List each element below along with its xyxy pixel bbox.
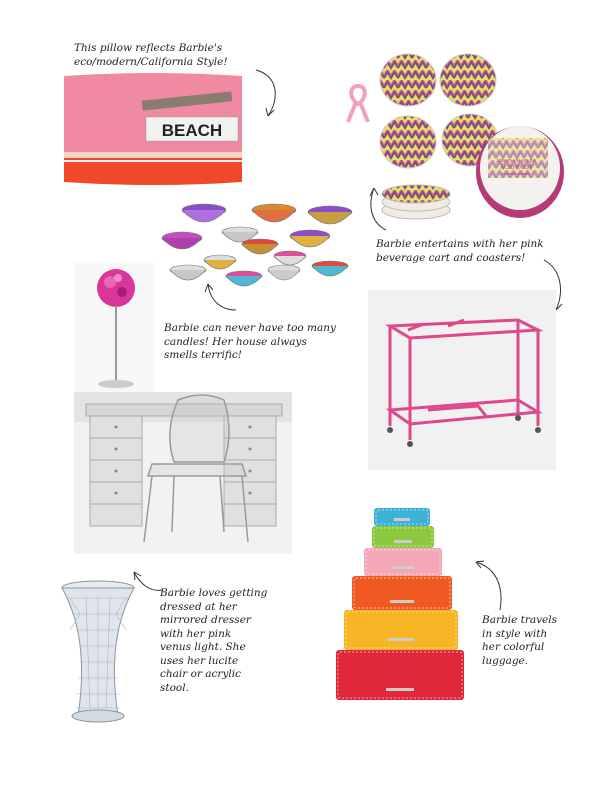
pillow-label: BEACH: [161, 121, 223, 140]
caption-line: uses her lucite: [160, 654, 239, 667]
luggage-arrow: [470, 556, 510, 616]
luggage-image: [334, 504, 468, 704]
caption-line: mirrored dresser: [160, 614, 251, 626]
caption-line: dressed at her: [160, 600, 237, 613]
acrylic-stool-image: [50, 578, 146, 726]
cart-arrow-up: [364, 184, 394, 234]
pillow-image: [58, 70, 248, 190]
dresser-image: [74, 392, 292, 554]
caption-line: her colorful: [482, 641, 545, 653]
caption-line: candles! Her house always: [164, 335, 307, 348]
candles-caption: [164, 322, 336, 363]
luggage-caption: [482, 614, 557, 668]
venus-light-image: [74, 262, 154, 392]
candles-image: [160, 198, 360, 298]
caption-line: Barbie loves getting: [160, 587, 268, 599]
dresser-caption: [160, 587, 267, 695]
caption-line: Barbie entertains with her pink: [376, 238, 544, 250]
caption-line: with her pink: [160, 627, 232, 640]
caption-line: Barbie can never have too many: [164, 322, 336, 334]
caption-line: venus light. She: [160, 641, 246, 653]
caption-line: smells terrific!: [164, 349, 242, 361]
caption-line: luggage.: [482, 654, 529, 667]
caption-line: in style with: [482, 627, 548, 640]
coasters-box-desc: porcelain coasters: [501, 172, 531, 176]
coasters-box-name: ACID PALM: [499, 165, 533, 171]
coasters-box-brand: JONATHAN ADLER: [496, 158, 536, 163]
candles-arrow: [200, 276, 240, 316]
caption-line: beverage cart and coasters!: [376, 251, 526, 264]
bar-cart-image: [368, 290, 556, 470]
coasters-image: [370, 50, 565, 230]
caption-line: chair or acrylic: [160, 668, 241, 680]
pink-ribbon-icon: [346, 82, 370, 126]
caption-line: This pillow reflects Barbie's: [74, 42, 223, 54]
caption-line: stool.: [160, 681, 189, 694]
cart-caption: [376, 238, 544, 265]
caption-line: Barbie travels: [482, 614, 558, 626]
caption-line: eco/modern/California Style!: [74, 55, 228, 68]
pillow-arrow: [248, 66, 288, 126]
pillow-caption: [74, 42, 228, 69]
